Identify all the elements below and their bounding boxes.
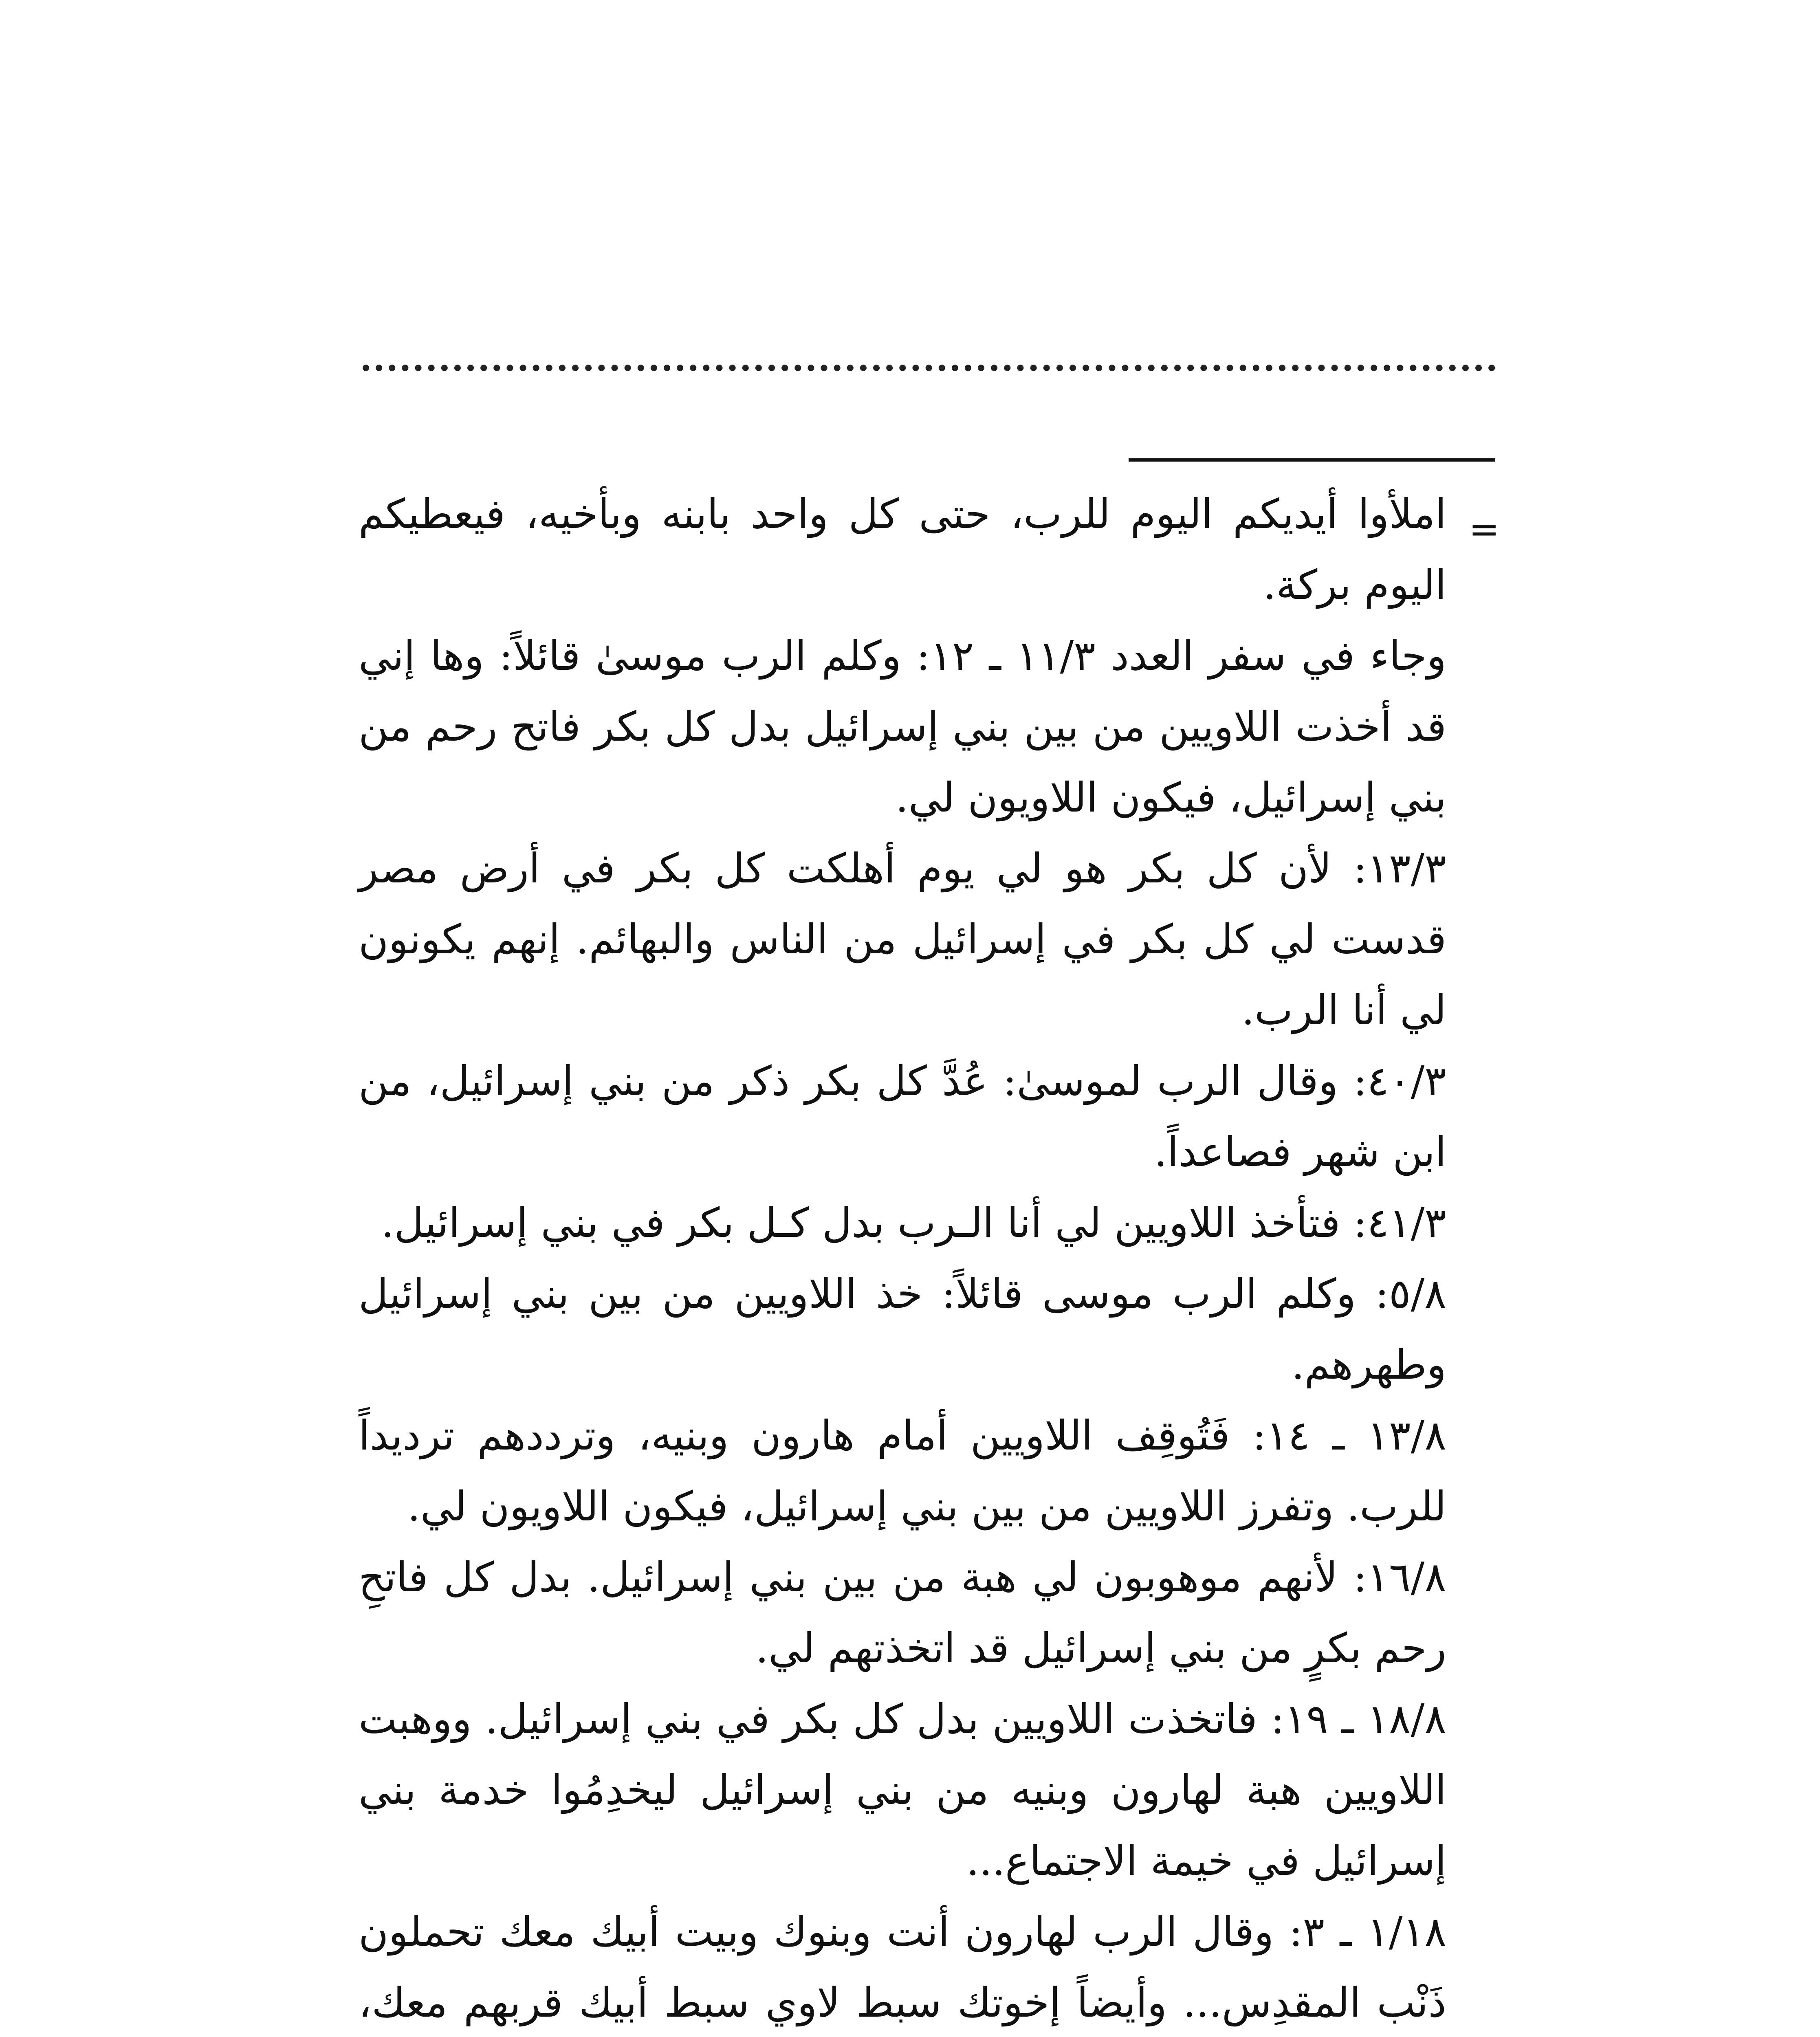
footnote-separator-rule	[1129, 458, 1495, 462]
footnote-paragraph: وجاء في سفر العدد ١١/٣ ـ ١٢: وكلم الرب موسىٰ قائلاً: وها إني قد أخذت اللاويين من بين بني إسرائيل بدل كل بكر فاتح رحم من بني إسرائيل، فيكون اللاويون لي.	[359, 632, 1447, 821]
footnote-paragraph: ١٨/٨ ـ ١٩: فاتخذت اللاويين بدل كل بكر في بني إسرائيل. ووهبت اللاويين هبة لهارون وبنيه من بني إسرائيل ليخدِمُوا خدمة بني إسرائيل في خيمة الاجتماع...	[359, 1695, 1446, 1885]
footnote-paragraph: ٥/٨: وكلم الرب موسى قائلاً: خذ اللاويين من بين بني إسرائيل وطهرهم.	[359, 1270, 1446, 1388]
footnote-paragraph: املأوا أيديكم اليوم للرب، حتى كل واحد بابنه وبأخيه، فيعطيكم اليوم بركة.	[359, 490, 1446, 609]
footnote-text-column	[359, 479, 1446, 2037]
footnote-paragraph: ٤١/٣: فتأخذ اللاويين لي أنا الـرب بدل كـل بكر في بني إسرائيل.	[381, 1199, 1446, 1247]
footnote-paragraph: ١٣/٣: لأن كل بكر هو لي يوم أهلكت كل بكر في أرض مصر قدست لي كل بكر في إسرائيل من الناس والبهائم. إنهم يكونون لي أنا الرب.	[359, 845, 1446, 1034]
footnote-paragraph: ١/١٨ ـ ٣: وقال الرب لهارون أنت وبنوك وبيت أبيك معك تحملون ذَنْب المقدِس... وأيضاً إخوتك سبط لاوي سبط أبيك قربهم معك،	[359, 1908, 1446, 2026]
header-dotted-rule	[363, 365, 1495, 371]
footnote-paragraph: ٤٠/٣: وقال الرب لموسىٰ: عُدَّ كل بكر ذكر من بني إسرائيل، من ابن شهر فصاعداً.	[359, 1057, 1446, 1176]
footnote-paragraph: ١٦/٨: لأنهم موهوبون لي هبة من بين بني إسرائيل. بدل كل فاتحِ رحم بكرٍ من بني إسرائيل قد اتخذتهم لي.	[359, 1553, 1446, 1672]
footnote-paragraph: ١٣/٨ ـ ١٤: فَتُوقِف اللاويين أمام هارون وبنيه، وترددهم ترديداً للرب. وتفرز اللاويين من بين بني إسرائيل، فيكون اللاويون لي.	[359, 1412, 1446, 1530]
continuation-mark-start: =	[1469, 508, 1500, 551]
